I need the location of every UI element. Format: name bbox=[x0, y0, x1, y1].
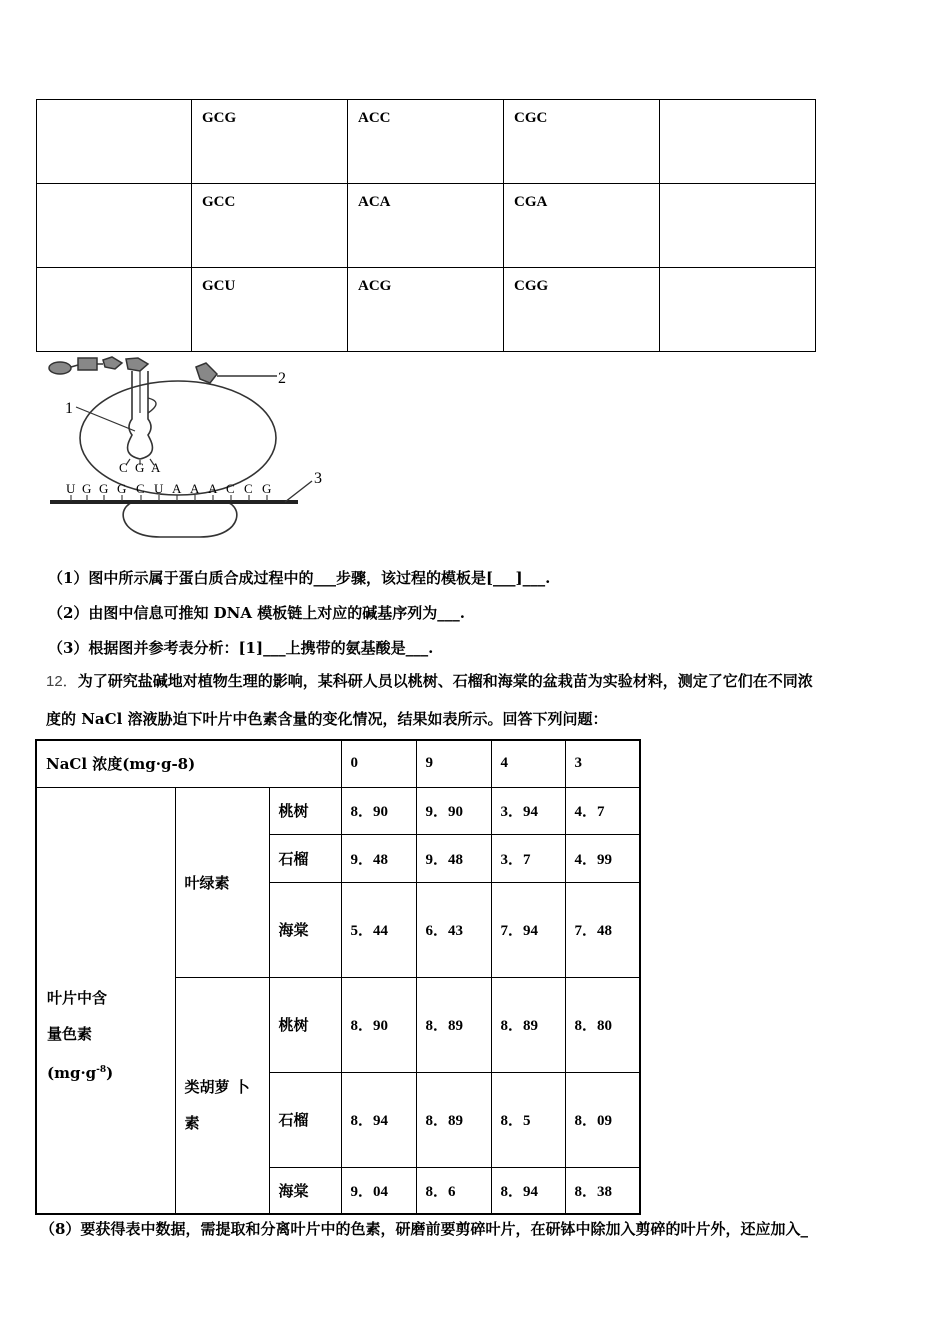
value-cell: 8．94 bbox=[341, 1072, 416, 1167]
value-cell: 7．48 bbox=[565, 882, 640, 977]
value-cell: 8．5 bbox=[491, 1072, 565, 1167]
value-cell: 8．6 bbox=[416, 1167, 491, 1214]
anticodon-base: G bbox=[135, 460, 145, 475]
question-3: （3）根据图并参考表分析：[1]___上携带的氨基酸是___. bbox=[48, 639, 434, 657]
label-2: 2 bbox=[278, 370, 286, 387]
value-cell: 7．94 bbox=[491, 882, 565, 977]
mrna-base: U bbox=[66, 481, 76, 496]
pigment-label bbox=[175, 977, 269, 1214]
pigment-label-line: 素 bbox=[184, 1114, 200, 1133]
value-cell: 9．48 bbox=[416, 834, 491, 882]
table-cell bbox=[660, 100, 816, 184]
table-header-cell: 0 bbox=[341, 740, 416, 787]
nacl-pigment-table bbox=[35, 739, 641, 1215]
value-cell: 5．44 bbox=[341, 882, 416, 977]
value-cell: 8．38 bbox=[565, 1167, 640, 1214]
translation-diagram bbox=[40, 355, 340, 545]
mrna-base: C bbox=[226, 481, 235, 496]
mrna-base: C bbox=[244, 481, 253, 496]
question-2: （2）由图中信息可推知 DNA 模板链上对应的碱基序列为___. bbox=[48, 604, 465, 622]
table-header-row bbox=[36, 740, 640, 787]
pigment-label: 叶绿素 bbox=[175, 787, 269, 977]
table-row bbox=[36, 787, 640, 834]
value-cell: 9．04 bbox=[341, 1167, 416, 1214]
question-1: （1）图中所示属于蛋白质合成过程中的___步骤，该过程的模板是[___]___. bbox=[48, 569, 551, 587]
question-12-line-1 bbox=[46, 670, 813, 691]
mrna-base: G bbox=[117, 481, 127, 496]
mrna-base: A bbox=[208, 481, 218, 496]
table-header-cell: 9 bbox=[416, 740, 491, 787]
table-row bbox=[37, 184, 816, 268]
table-row bbox=[37, 268, 816, 352]
table-cell: ACA bbox=[348, 184, 504, 268]
question-number: 12． bbox=[46, 673, 78, 690]
table-cell bbox=[37, 268, 192, 352]
mrna-base: G bbox=[99, 481, 109, 496]
unit-superscript: -8 bbox=[96, 1064, 107, 1075]
mrna-base: G bbox=[262, 481, 272, 496]
row-group-label bbox=[36, 787, 175, 1214]
table-cell: ACG bbox=[348, 268, 504, 352]
anticodon-base: A bbox=[151, 460, 161, 475]
plant-label: 海棠 bbox=[269, 882, 341, 977]
value-cell: 4．7 bbox=[565, 787, 640, 834]
value-cell: 3．7 bbox=[491, 834, 565, 882]
table-cell bbox=[660, 184, 816, 268]
table-cell: GCG bbox=[192, 100, 348, 184]
value-cell: 9．90 bbox=[416, 787, 491, 834]
value-cell: 9．48 bbox=[341, 834, 416, 882]
label-1: 1 bbox=[65, 400, 73, 417]
table-header-cell: NaCl 浓度(mg·g-8) bbox=[36, 740, 341, 787]
table-header-cell: 4 bbox=[491, 740, 565, 787]
ribosome-large-subunit bbox=[80, 381, 276, 495]
mrna-bases bbox=[66, 481, 271, 496]
value-cell: 8．89 bbox=[416, 1072, 491, 1167]
value-cell: 8．89 bbox=[491, 977, 565, 1072]
plant-label: 桃树 bbox=[269, 787, 341, 834]
plant-label: 桃树 bbox=[269, 977, 341, 1072]
table-cell: CGA bbox=[504, 184, 660, 268]
ribosome-small-subunit bbox=[123, 501, 237, 537]
mrna-base: C bbox=[136, 481, 145, 496]
question-8: （8）要获得表中数据，需提取和分离叶片中的色素，研磨前要剪碎叶片，在研钵中除加入剪碎的叶片外，还应加入_ bbox=[40, 1220, 808, 1238]
mrna-base: A bbox=[190, 481, 200, 496]
amino-acid-shape bbox=[126, 358, 148, 371]
value-cell: 8．80 bbox=[565, 977, 640, 1072]
amino-acid-shape bbox=[49, 362, 71, 374]
table-cell: CGC bbox=[504, 100, 660, 184]
row-label-line: 叶片中含 bbox=[47, 988, 108, 1007]
unit-close: ) bbox=[106, 1063, 114, 1082]
value-cell: 6．43 bbox=[416, 882, 491, 977]
unit-text: (mg·g bbox=[47, 1063, 97, 1082]
table-cell bbox=[37, 100, 192, 184]
table-cell bbox=[660, 268, 816, 352]
table-cell: ACC bbox=[348, 100, 504, 184]
table-cell: GCC bbox=[192, 184, 348, 268]
mrna-base: A bbox=[172, 481, 182, 496]
amino-acid-shape bbox=[103, 357, 122, 369]
mrna-base: U bbox=[154, 481, 164, 496]
row-label-line: 量色素 bbox=[47, 1024, 93, 1043]
table-cell bbox=[37, 184, 192, 268]
value-cell: 8．90 bbox=[341, 977, 416, 1072]
mrna-base: G bbox=[82, 481, 92, 496]
value-cell: 8．09 bbox=[565, 1072, 640, 1167]
anticodon-base: C bbox=[119, 460, 128, 475]
table-row bbox=[37, 100, 816, 184]
plant-label: 海棠 bbox=[269, 1167, 341, 1214]
codon-table bbox=[36, 99, 816, 352]
value-cell: 8．89 bbox=[416, 977, 491, 1072]
row-label-unit bbox=[47, 1052, 175, 1091]
table-header-cell: 3 bbox=[565, 740, 640, 787]
question-12-line-2: 度的 NaCl 溶液胁迫下叶片中色素含量的变化情况，结果如表所示。回答下列问题： bbox=[46, 710, 608, 728]
question-12-text: 为了研究盐碱地对植物生理的影响，某科研人员以桃树、石榴和海棠的盆栽苗为实验材料，测定了它们在不同浓 bbox=[77, 672, 813, 690]
value-cell: 3．94 bbox=[491, 787, 565, 834]
label-3: 3 bbox=[314, 470, 322, 487]
value-cell: 8．94 bbox=[491, 1167, 565, 1214]
plant-label: 石榴 bbox=[269, 1072, 341, 1167]
table-cell: GCU bbox=[192, 268, 348, 352]
value-cell: 8．90 bbox=[341, 787, 416, 834]
amino-acid-shape bbox=[196, 363, 217, 383]
table-cell: CGG bbox=[504, 268, 660, 352]
pigment-label-line: 类胡萝 卜 bbox=[184, 1078, 250, 1097]
amino-acid-shape bbox=[78, 358, 97, 370]
plant-label: 石榴 bbox=[269, 834, 341, 882]
value-cell: 4．99 bbox=[565, 834, 640, 882]
